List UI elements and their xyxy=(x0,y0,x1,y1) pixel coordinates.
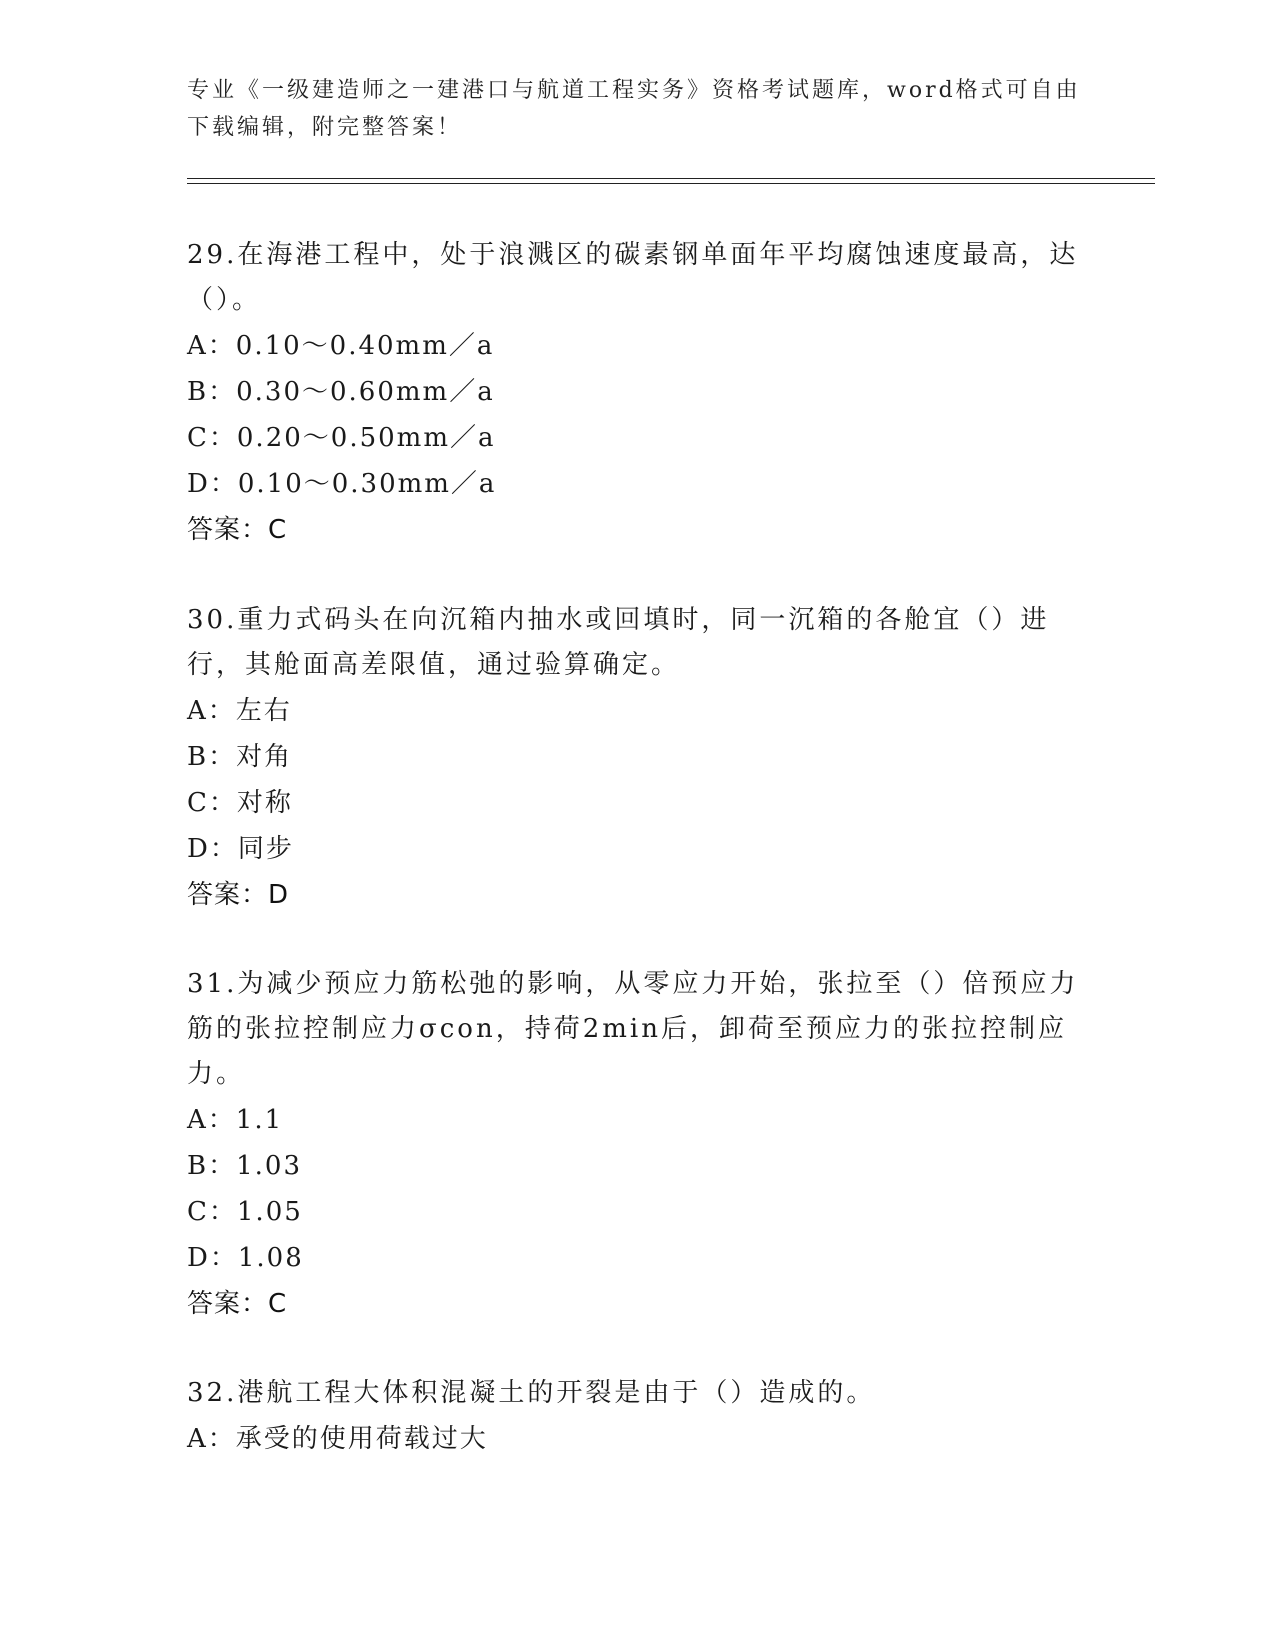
answer: 答案：D xyxy=(187,880,290,910)
question-32 xyxy=(187,1371,1087,1462)
header-rule-top xyxy=(187,178,1155,179)
option-a: A：左右 xyxy=(187,696,292,726)
answer: 答案：C xyxy=(187,515,288,545)
option-b: B：对角 xyxy=(187,742,293,772)
option-a: A：1.1 xyxy=(187,1105,284,1135)
option-b: B：0.30～0.60mm／a xyxy=(187,377,495,407)
document-header: 专业《一级建造师之一建港口与航道工程实务》资格考试题库，word格式可自由下载编辑，附完整答案！ xyxy=(187,78,1081,140)
question-stem: 29.在海港工程中，处于浪溅区的碳素钢单面年平均腐蚀速度最高，达（）。 xyxy=(187,240,1079,315)
option-d: D：1.08 xyxy=(187,1243,304,1273)
question-stem: 30.重力式码头在向沉箱内抽水或回填时，同一沉箱的各舱宜（）进行，其舱面高差限值，通过验算确定。 xyxy=(187,605,1050,680)
option-d: D：0.10～0.30mm／a xyxy=(187,469,497,499)
option-c: C：1.05 xyxy=(187,1197,303,1227)
option-a: A：承受的使用荷载过大 xyxy=(187,1424,488,1454)
option-d: D：同步 xyxy=(187,834,294,864)
question-stem: 31.为减少预应力筋松弛的影响，从零应力开始，张拉至（）倍预应力筋的张拉控制应力σcon，持荷2min后，卸荷至预应力的张拉控制应力。 xyxy=(187,969,1079,1089)
question-30 xyxy=(187,598,1087,918)
answer: 答案：C xyxy=(187,1289,288,1319)
header-rule-bottom xyxy=(187,183,1155,184)
question-29 xyxy=(187,233,1087,553)
option-c: C：对称 xyxy=(187,788,293,818)
option-a: A：0.10～0.40mm／a xyxy=(187,331,495,361)
question-stem: 32.港航工程大体积混凝土的开裂是由于（）造成的。 xyxy=(187,1378,876,1408)
option-b: B：1.03 xyxy=(187,1151,302,1181)
option-c: C：0.20～0.50mm／a xyxy=(187,423,496,453)
question-31 xyxy=(187,962,1087,1327)
